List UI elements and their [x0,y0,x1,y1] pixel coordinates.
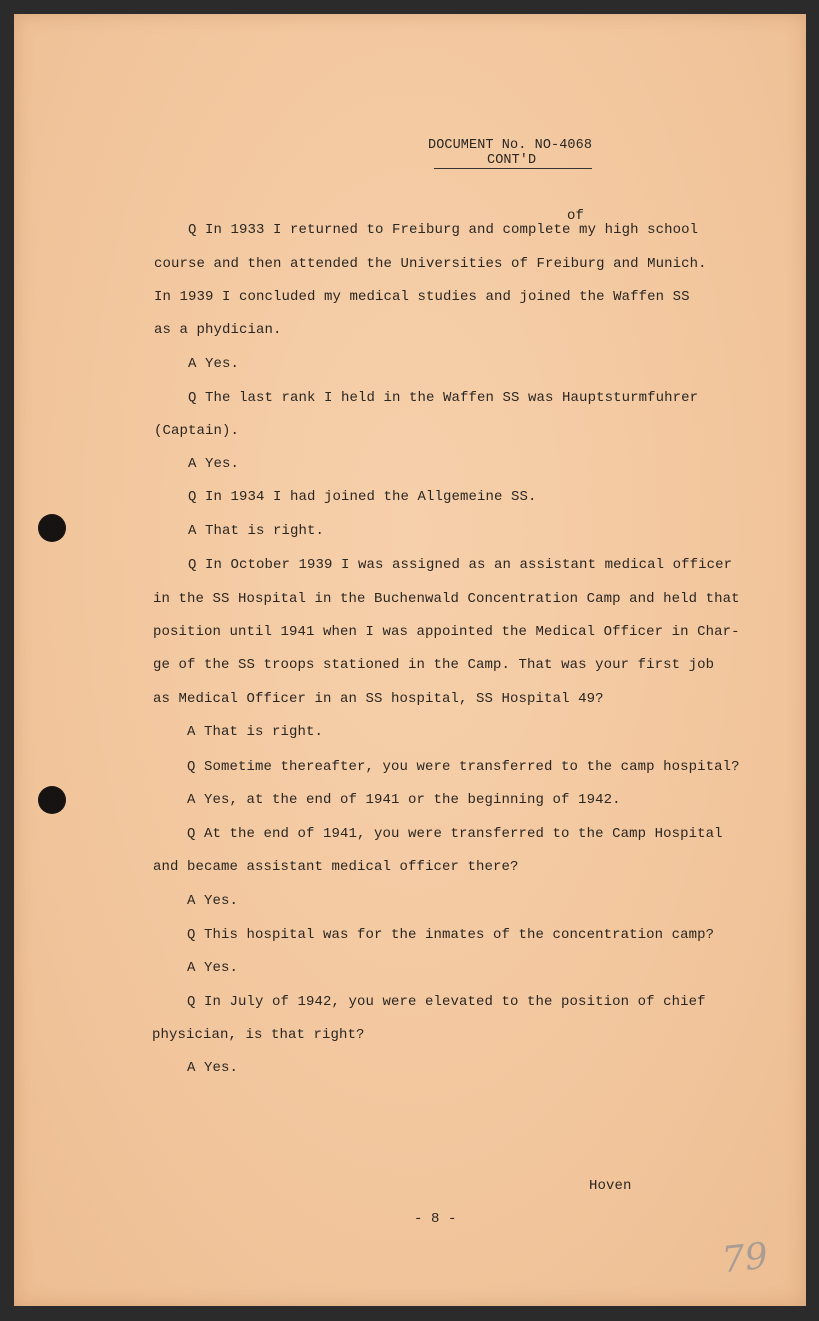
text-line: A Yes. [187,893,239,909]
text-line: A That is right. [188,523,325,539]
text-line: A Yes. [188,456,240,472]
pencil-annotation: 79 [719,1235,770,1282]
text-line: in the SS Hospital in the Buchenwald Concentration Camp and held that [153,591,740,607]
text-line: A Yes, at the end of 1941 or the beginning of 1942. [187,792,621,808]
text-line: Q This hospital was for the inmates of the concentration camp? [187,927,715,943]
text-line: Q In October 1939 I was assigned as an assistant medical officer [188,557,733,573]
text-line: Q Sometime thereafter, you were transferred to the camp hospital? [187,759,740,775]
text-line: position until 1941 when I was appointed the Medical Officer in Char- [153,624,740,640]
text-line: Q The last rank I held in the Waffen SS was Hauptsturmfuhrer [188,390,699,406]
text-line: ge of the SS troops stationed in the Camp. That was your first job [153,657,715,673]
page-number: - 8 - [414,1211,457,1227]
text-line: A Yes. [187,1060,239,1076]
header-underline [434,168,592,169]
text-line: Q In July of 1942, you were elevated to the position of chief [187,994,706,1010]
document-number: DOCUMENT No. NO-4068 [428,138,593,153]
text-line: Q At the end of 1941, you were transferred to the Camp Hospital [187,826,723,842]
text-line: In 1939 I concluded my medical studies and joined the Waffen SS [154,289,690,305]
signature-name: Hoven [589,1178,632,1194]
text-line: as a phydician. [154,322,282,338]
continued-label: CONT'D [487,153,537,168]
text-line: course and then attended the Universities of Freiburg and Munich. [154,256,707,272]
punch-hole-upper [38,514,66,542]
insertion-of: of [567,208,585,224]
text-line: and became assistant medical officer there? [153,859,519,875]
text-line: A Yes. [187,960,239,976]
text-line: as Medical Officer in an SS hospital, SS Hospital 49? [153,691,604,707]
text-line: Q In 1934 I had joined the Allgemeine SS. [188,489,537,505]
text-line: (Captain). [154,423,240,439]
text-line: physician, is that right? [152,1027,365,1043]
text-line: Q In 1933 I returned to Freiburg and complete my high school [188,222,699,238]
punch-hole-lower [38,786,66,814]
text-line: A That is right. [187,724,324,740]
text-line: A Yes. [188,356,240,372]
